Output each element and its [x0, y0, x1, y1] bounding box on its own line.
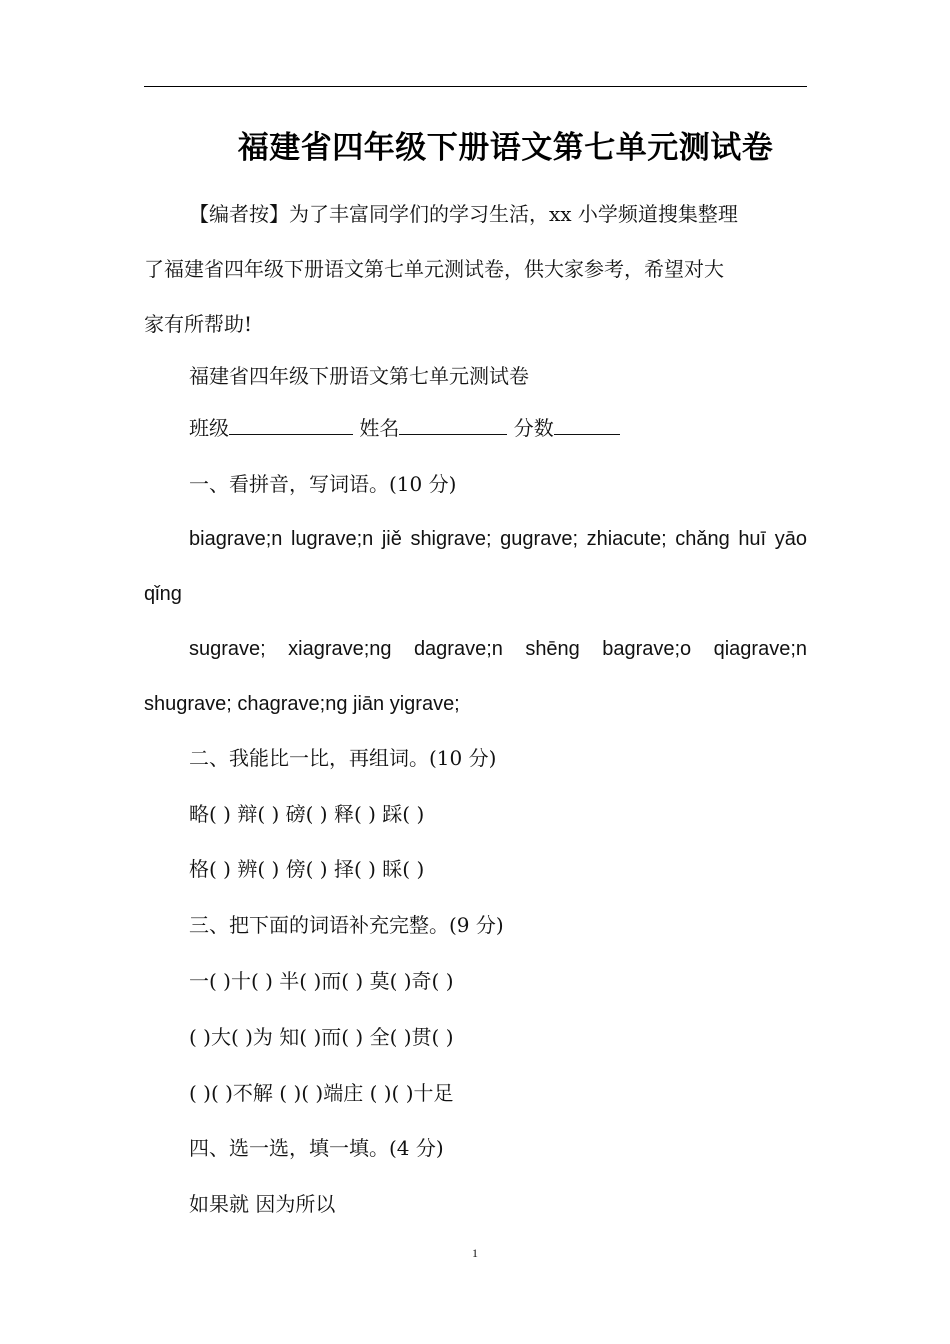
name-blank[interactable]	[399, 416, 507, 435]
pinyin-row-2-tail: shugrave; chagrave;ng jiān yigrave;	[144, 693, 460, 715]
pinyin-word: dagrave;n	[413, 638, 503, 660]
score-blank[interactable]	[554, 416, 620, 435]
pinyin-row-1-tail: qǐng	[144, 583, 182, 605]
pinyin-word: shigrave;	[410, 528, 492, 550]
pinyin-word: gugrave;	[500, 528, 579, 550]
info-line	[144, 401, 807, 456]
section4-heading: 四、选一选，填一填。(4 分)	[189, 1136, 444, 1160]
section3-heading: 三、把下面的词语补充完整。(9 分)	[189, 913, 504, 937]
section2-line-1: 略( ) 辩( ) 磅( ) 释( ) 踩( )	[189, 802, 425, 826]
pinyin-word: biagrave;n	[189, 528, 283, 550]
page-number: 1	[472, 1246, 478, 1260]
pinyin-word: shēng	[525, 638, 580, 660]
pinyin-word: zhiacute;	[586, 528, 667, 550]
pinyin-word: sugrave;	[189, 638, 266, 660]
section3-line-3: ( )( )不解 ( )( )端庄 ( )( )十足	[189, 1081, 454, 1105]
header-rule	[144, 86, 807, 87]
name-label: 姓名	[359, 416, 400, 440]
class-blank[interactable]	[229, 416, 353, 435]
section2-line-2: 格( ) 辨( ) 傍( ) 择( ) 睬( )	[189, 857, 425, 881]
class-label: 班级	[189, 416, 229, 440]
pinyin-row-1	[189, 512, 807, 567]
section1-heading: 一、看拼音，写词语。(10 分)	[189, 472, 457, 496]
subtitle: 福建省四年级下册语文第七单元测试卷	[189, 364, 529, 388]
section4-line-1: 如果就 因为所以	[189, 1192, 336, 1216]
intro-line-3: 家有所帮助!	[144, 312, 253, 336]
pinyin-word: qiagrave;n	[713, 638, 807, 660]
section2-heading: 二、我能比一比，再组词。(10 分)	[189, 746, 497, 770]
pinyin-word: bagrave;o	[602, 638, 692, 660]
pinyin-word: yāo	[774, 528, 807, 550]
page-title: 福建省四年级下册语文第七单元测试卷	[237, 130, 774, 166]
pinyin-word: xiagrave;ng	[288, 638, 392, 660]
section3-line-2: ( )大( )为 知( )而( ) 全( )贯( )	[189, 1025, 454, 1049]
score-label: 分数	[513, 416, 554, 440]
pinyin-row-2	[189, 622, 807, 677]
pinyin-word: jiě	[381, 528, 402, 550]
pinyin-word: chǎng	[675, 528, 730, 550]
intro-line-1: 【编者按】为了丰富同学们的学习生活，xx 小学频道搜集整理	[189, 202, 738, 226]
pinyin-word: lugrave;n	[290, 528, 374, 550]
section3-line-1: 一( )十( ) 半( )而( ) 莫( )奇( )	[189, 969, 454, 993]
intro-line-2: 了福建省四年级下册语文第七单元测试卷，供大家参考，希望对大	[144, 257, 724, 281]
pinyin-word: huī	[738, 528, 767, 550]
